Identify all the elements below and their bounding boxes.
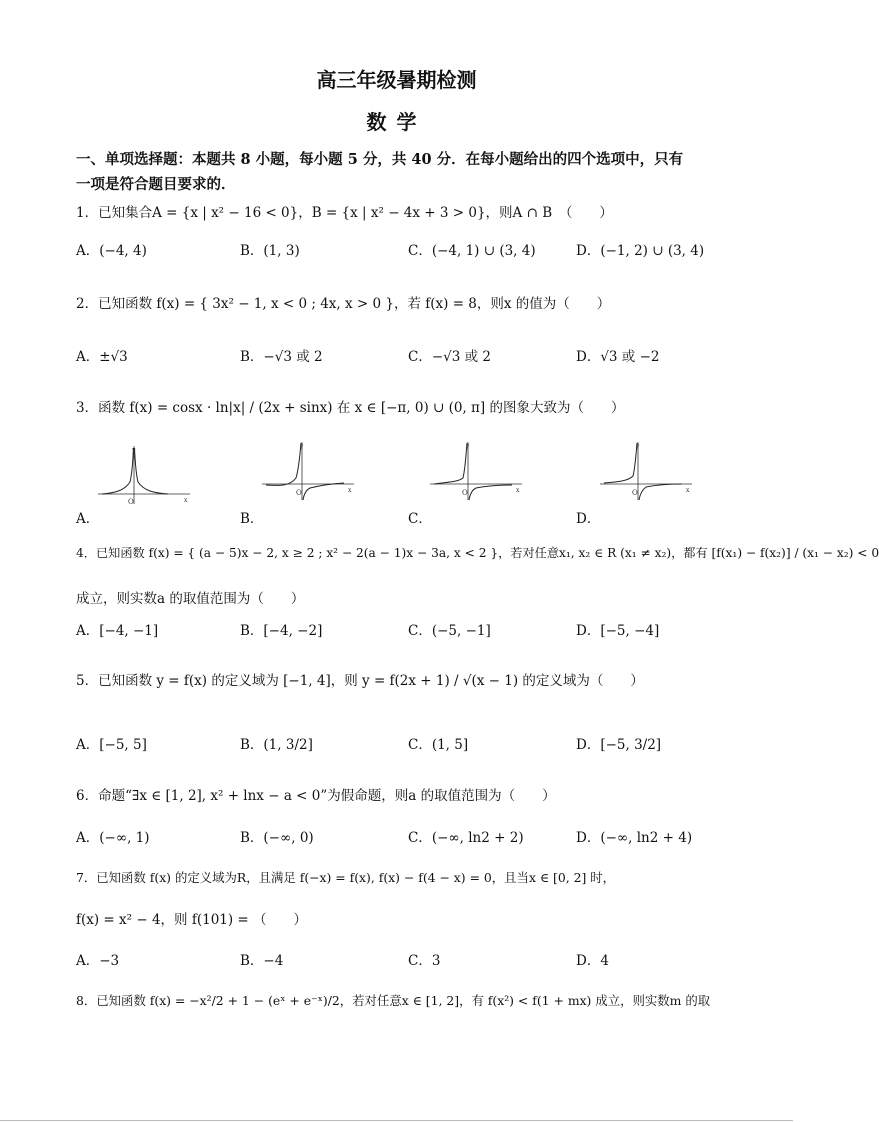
question-7-stem-cont: f(x) = x² − 4，则 f(101) = （ ）	[76, 912, 308, 928]
graph-a	[96, 444, 192, 506]
question-3-option-a: A．	[76, 511, 100, 527]
question-4-option-d: D．[−5, −4]	[576, 623, 660, 639]
question-4-stem-cont: 成立，则实数a 的取值范围为（ ）	[76, 591, 305, 607]
question-4-stem: 4．已知函数 f(x) = { (a − 5)x − 2, x ≥ 2 ; x² − 2(a − 1)x − 3a, x < 2 }，若对任意x₁, x₂ ∈ R (x₁ ≠ x₂)，都有 [f(x₁) − f(x₂)] / (x₁ − x₂) < 0	[76, 546, 879, 560]
question-6-option-a: A．(−∞, 1)	[76, 830, 150, 846]
svg-text:O: O	[128, 498, 134, 506]
question-7-option-b: B．−4	[240, 953, 284, 969]
question-5-option-b: B．(1, 3/2]	[240, 737, 313, 753]
svg-text:O: O	[462, 489, 468, 497]
question-4-option-a: A．[−4, −1]	[76, 623, 159, 639]
question-7-option-c: C．3	[408, 953, 441, 969]
question-6-option-b: B．(−∞, 0)	[240, 830, 314, 846]
graph-c	[428, 440, 524, 502]
svg-text:y: y	[466, 443, 470, 450]
section-heading-line1: 一、单项选择题：本题共 8 小题，每小题 5 分，共 40 分．在每小题给出的四个选项中，只有	[76, 151, 684, 168]
question-7-option-d: D．4	[576, 953, 609, 969]
question-3-option-d: D．	[576, 511, 601, 527]
section-heading-line2: 一项是符合题目要求的．	[76, 176, 236, 193]
question-2-option-a: A．±√3	[76, 349, 128, 365]
page-bottom-divider	[0, 1120, 793, 1121]
question-3-option-b: B．	[240, 511, 264, 527]
svg-text:y: y	[300, 443, 304, 450]
graph-b	[260, 440, 356, 502]
question-8-stem: 8．已知函数 f(x) = −x²/2 + 1 − (eˣ + e⁻ˣ)/2，若对任意x ∈ [1, 2]，有 f(x²) < f(1 + mx) 成立，则实数m 的取	[76, 993, 711, 1008]
svg-text:x: x	[184, 497, 188, 504]
question-5-option-a: A．[−5, 5]	[76, 737, 147, 753]
question-3-option-c: C．	[408, 511, 432, 527]
svg-text:y: y	[636, 443, 640, 450]
question-2-option-b: B．−√3 或 2	[240, 349, 323, 365]
question-4-option-c: C．(−5, −1]	[408, 623, 491, 639]
graph-d	[598, 440, 694, 502]
question-1-stem: 1．已知集合A = {x | x² − 16 < 0}，B = {x | x² − 4x + 3 > 0}，则A ∩ B （ ）	[76, 205, 613, 221]
question-2-option-d: D．√3 或 −2	[576, 349, 660, 365]
question-1-option-d: D．(−1, 2) ∪ (3, 4)	[576, 243, 705, 259]
question-6-option-c: C．(−∞, ln2 + 2)	[408, 830, 524, 846]
question-3-stem: 3．函数 f(x) = cosx · ln|x| / (2x + sinx) 在 x ∈ [−π, 0) ∪ (0, π] 的图象大致为（ ）	[76, 400, 625, 416]
svg-text:y: y	[132, 447, 136, 454]
question-2-stem: 2．已知函数 f(x) = { 3x² − 1, x < 0 ; 4x, x > 0 }，若 f(x) = 8，则x 的值为（ ）	[76, 296, 611, 312]
question-1-option-c: C．(−4, 1) ∪ (3, 4)	[408, 243, 536, 259]
question-2-option-c: C．−√3 或 2	[408, 349, 492, 365]
question-5-option-d: D．[−5, 3/2]	[576, 737, 662, 753]
svg-text:O: O	[632, 489, 638, 497]
question-5-option-c: C．(1, 5]	[408, 737, 469, 753]
question-1-option-a: A．(−4, 4)	[76, 243, 147, 259]
question-6-option-d: D．(−∞, ln2 + 4)	[576, 830, 693, 846]
question-5-stem: 5．已知函数 y = f(x) 的定义域为 [−1, 4]，则 y = f(2x + 1) / √(x − 1) 的定义域为（ ）	[76, 673, 644, 689]
question-7-stem: 7．已知函数 f(x) 的定义域为R，且满足 f(−x) = f(x), f(x) − f(4 − x) = 0，且当x ∈ [0, 2] 时，	[76, 870, 616, 885]
svg-text:x: x	[686, 487, 690, 494]
question-7-option-a: A．−3	[76, 953, 120, 969]
question-6-stem: 6．命题“∃x ∈ [1, 2], x² + lnx − a < 0”为假命题，则a 的取值范围为（ ）	[76, 788, 556, 804]
svg-text:x: x	[348, 487, 352, 494]
subject-title: 数学	[366, 110, 427, 134]
page-title: 高三年级暑期检测	[316, 68, 477, 92]
svg-text:x: x	[516, 487, 520, 494]
question-4-option-b: B．[−4, −2]	[240, 623, 323, 639]
question-1-option-b: B．(1, 3)	[240, 243, 300, 259]
svg-text:O: O	[296, 489, 302, 497]
